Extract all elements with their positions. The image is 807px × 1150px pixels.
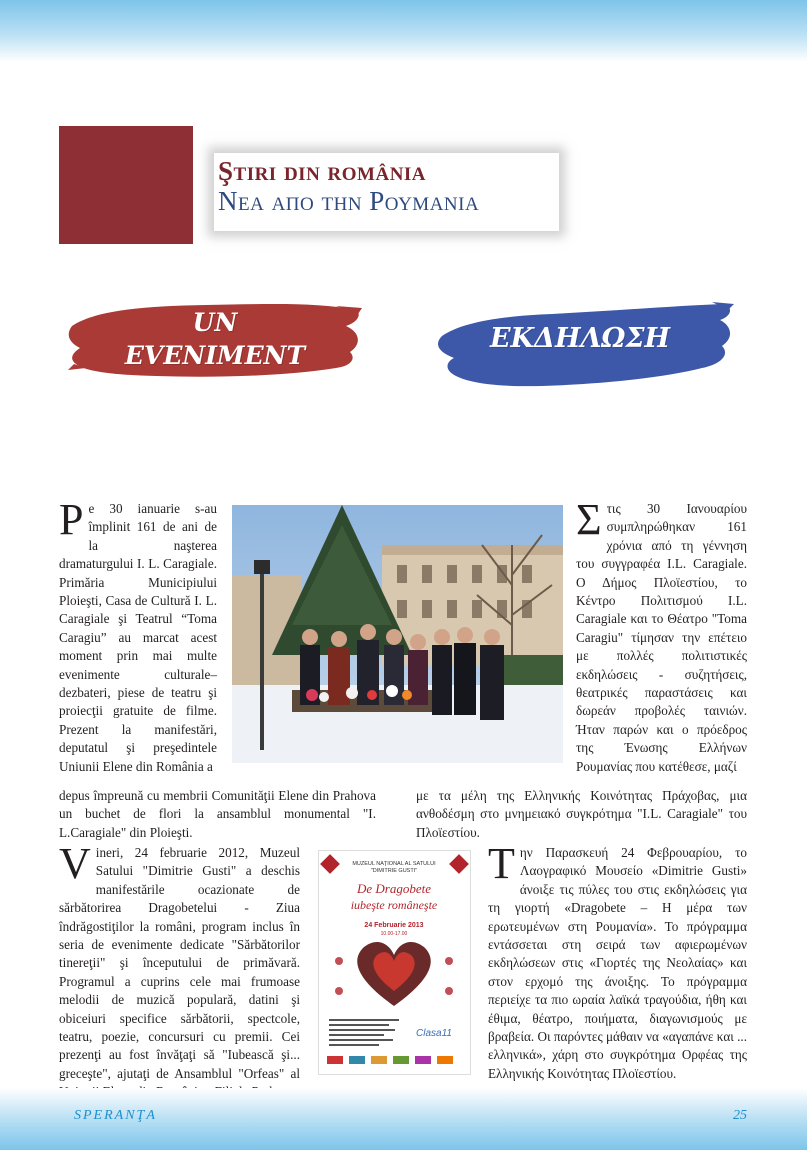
article1-ro-tail	[59, 787, 376, 842]
banner-ro-line1: UN	[192, 308, 238, 337]
article1-ro-column	[59, 495, 217, 776]
article2-gr-text: ην Παρασκευή 24 Φεβρουαρίου, το Λαογραφικό Μουσείο «Dimitrie Gusti» άνοιξε τις πύλες του στις εκδηλώσεις για τη γιορτή «Dragobete – Η μέρα των ερωτευμένων στη Ρουμανία». Το πρόγραμμα εντάσσεται στη σειρά των αφιερωμένων εκδηλώσεων στις «Γιορτές της Νεολαίας» και στον ερχομό της άνοιξης. Το πρόγραμμα περιείχε τα πιο ωραία λαϊκά τραγούδια, ήθη και έθιμα, θέατρο, ποιήματα, διαγωνισμούς με βραβεία. Οι παρόντες μάθαιν να «αγαπάνε και ... ελληνικά», χάρη στο συγκρότημα Ορφέας της Ελληνικής Κοινότητας Πλοϊεστίου.	[488, 845, 747, 1081]
section-title-gr: Νεα απο την Ρουμανια	[218, 186, 480, 216]
poster-title-line2: iubeşte româneşte	[350, 898, 438, 912]
drop-cap: Σ	[576, 495, 602, 544]
article2-ro-text: ineri, 24 februarie 2012, Muzeul Satului "Dimitrie Gusti" a deschis manifestările ocazionate de sărbătorirea Dragobetelui - Ziua îndrăgostiţilor la români, program inclus în seria de evenimente dedicate "Sărbătorilor tinereţii" şi începutului de primăvară. Programul a cuprins cele mai frumoase melodii de muzică populară, datini şi obiceiuri specifice sărbătorii, spectcole, teatru, poezie, concursuri cu premii. Cei prezenţi au fost învăţaţi să "Iubească şi... greceşte", ajutaţi de Ansamblul "Orfeas" al	[59, 845, 300, 1081]
drop-cap: Τ	[488, 839, 515, 888]
article1-ro-text-tail: depus împreună cu membrii Comunităţii Elene din Prahova un buchet de flori la ansamblul monumental "I. L.Caragiale" din Ploieşti.	[59, 788, 376, 840]
poster-museum-line2: "DIMITRIE GUSTI"	[370, 868, 418, 874]
article1-gr-tail	[416, 787, 747, 842]
article2-gr-column	[488, 839, 747, 1083]
magazine-name: SPERANŢA	[74, 1108, 157, 1123]
article2-ro-column	[59, 839, 300, 1102]
poster-title-line1: De Dragobete	[356, 881, 432, 896]
drop-cap: P	[59, 495, 84, 544]
section-title-ro: Ştiri din românia	[218, 156, 427, 186]
top-gradient-band	[0, 0, 807, 62]
article1-gr-column	[576, 495, 747, 776]
article1-gr-text-a: τις 30 Ιανουαρίου συμπληρώθηκαν 161 χρόνια από τη γέννηση του συγγραφέα I.L. Caragiale. Ο Δήμος Πλοϊεστίου, το Κέντρο Πολιτισμού I.L. Caragiale και το Θέατρο "Toma Caragiu" τίμησαν την επέτειο με πολλές πολιτιστικές εκδηλώσεις - συζητήσεις, θεατρικές παραστάσεις και δωρεάν προβολές ταινιών. Ήταν παρών και ο πρόεδρος της Ένωσης Ελλήνων Ρουμανίας που κατέθεσε, μαζί	[576, 501, 747, 774]
poster-hours: 10.00-17.00	[380, 931, 408, 937]
banner-gr-text: ΕΚΔΗΛΩΣΗ	[489, 323, 671, 354]
banner-ro-text	[90, 306, 340, 372]
event-photo	[232, 505, 563, 763]
poster-logo: Clasa11	[416, 1028, 452, 1039]
poster-museum-line1: MUZEUL NAŢIONAL AL SATULUI	[352, 861, 436, 867]
poster-date: 24 Februarie 2013	[364, 922, 424, 929]
banner-ro-line2: EVENIMENT	[124, 341, 306, 370]
drop-cap: V	[59, 839, 91, 888]
page-number: 25	[733, 1108, 747, 1123]
article1-gr-text-tail: με τα μέλη της Ελληνικής Κοινότητας Πράχοβας, μια ανθοδέσμη στο μνημειακό συγκρότημα "I.L. Caragiale" του Πλοϊεστίου.	[416, 788, 747, 840]
event-poster	[318, 850, 471, 1075]
section-color-block	[59, 126, 193, 244]
article1-ro-text: e 30 ianuarie s-au împlinit 161 de ani de la naşterea dramaturgului I. L. Caragiale. Primăria Municipiului Ploieşti, Casa de Cultură I. L. Caragiale şi Teatrul “Toma Caragiu” au marcat acest moment prin mai multe evenimente culturale–dezbateri, piese de teatru şi proiecţii gratuite de filme. Prezent la manifestări, deputatul şi preşedintele Uniunii Elene din România a	[59, 501, 217, 774]
